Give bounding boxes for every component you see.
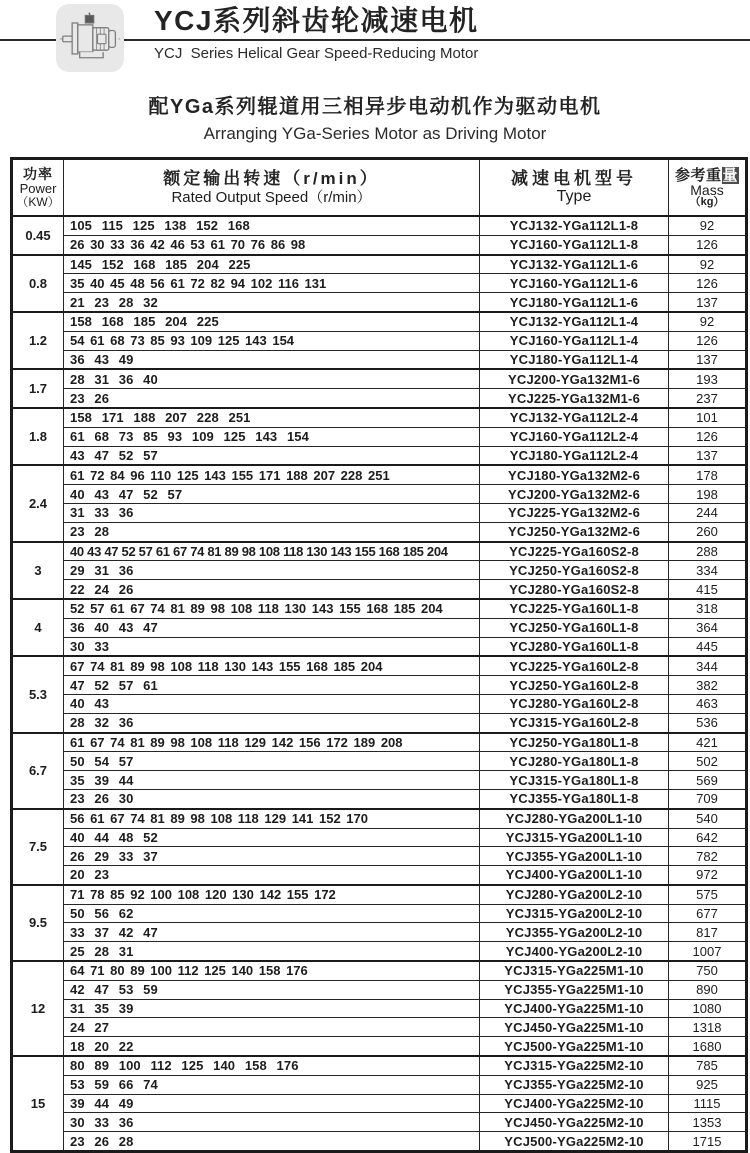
type-header-en: Type [556,188,592,205]
speed-values: 40 43 47 52 57 [64,485,480,504]
motor-type: YCJ280-YGa160S2-8 [480,580,669,599]
mass-value: 502 [669,752,747,771]
table-row [12,542,747,561]
mass-value: 972 [669,866,747,885]
motor-type: YCJ132-YGa112L2-4 [480,408,669,427]
speed-values: 28 32 36 [64,713,480,732]
table-row [12,485,747,504]
col-header-mass [669,159,747,217]
speed-values: 42 47 53 59 [64,980,480,999]
power-value: 7.5 [12,809,64,885]
table-row [12,885,747,904]
table-row [12,350,747,369]
table-row [12,656,747,675]
table-row [12,255,747,274]
mass-value: 750 [669,961,747,980]
page-title-en: YCJ Series Helical Gear Speed-Reducing Motor [154,45,479,62]
mass-value: 817 [669,923,747,942]
mass-value: 890 [669,980,747,999]
speed-values: 52 57 61 67 74 81 89 98 108 118 130 143 155 168 185 204 [64,599,480,618]
motor-type: YCJ250-YGa160L2-8 [480,676,669,695]
page-header [0,0,750,74]
speed-values: 28 31 36 40 [64,369,480,388]
table-row [12,618,747,637]
power-value: 9.5 [12,885,64,961]
motor-type: YCJ280-YGa200L2-10 [480,885,669,904]
table-row [12,847,747,866]
mass-value: 344 [669,656,747,675]
mass-value: 463 [669,694,747,713]
motor-type: YCJ280-YGa160L1-8 [480,637,669,656]
power-value: 0.45 [12,216,64,255]
power-value: 1.2 [12,312,64,369]
mass-value: 92 [669,255,747,274]
mass-value: 642 [669,828,747,847]
speed-values: 56 61 67 74 81 89 98 108 118 129 141 152 170 [64,809,480,828]
speed-values: 40 43 47 52 57 61 67 74 81 89 98 108 118 130 143 155 168 185 204 [64,542,480,561]
motor-type: YCJ315-YGa180L1-8 [480,771,669,790]
table-row [12,923,747,942]
motor-type: YCJ355-YGa200L1-10 [480,847,669,866]
table-row [12,1094,747,1113]
speed-values: 25 28 31 [64,942,480,961]
table-row [12,828,747,847]
mass-value: 137 [669,293,747,312]
gear-motor-icon [59,7,121,69]
table-row [12,274,747,293]
motor-type: YCJ180-YGa112L1-4 [480,350,669,369]
mass-value: 193 [669,369,747,388]
speed-values: 35 40 45 48 56 61 72 82 94 102 116 131 [64,274,480,293]
speed-values: 21 23 28 32 [64,293,480,312]
mass-value: 126 [669,235,747,254]
table-row [12,637,747,656]
motor-type: YCJ160-YGa112L1-6 [480,274,669,293]
motor-type: YCJ250-YGa160L1-8 [480,618,669,637]
speed-values: 26 30 33 36 42 46 53 61 70 76 86 98 [64,235,480,254]
speed-values: 43 47 52 57 [64,446,480,465]
speed-values: 23 26 [64,389,480,408]
table-row [12,999,747,1018]
motor-type: YCJ400-YGa200L2-10 [480,942,669,961]
table-row [12,980,747,999]
motor-type: YCJ200-YGa132M2-6 [480,485,669,504]
motor-type: YCJ132-YGa112L1-8 [480,216,669,235]
mass-value: 237 [669,389,747,408]
speed-values: 71 78 85 92 100 108 120 130 142 155 172 [64,885,480,904]
mass-value: 364 [669,618,747,637]
motor-type: YCJ180-YGa112L2-4 [480,446,669,465]
mass-value: 178 [669,465,747,484]
motor-type: YCJ500-YGa225M2-10 [480,1132,669,1152]
speed-values: 40 44 48 52 [64,828,480,847]
mass-value: 1007 [669,942,747,961]
table-row [12,733,747,752]
motor-type: YCJ132-YGa112L1-4 [480,312,669,331]
section-title [0,90,750,144]
col-header-speed [64,159,480,217]
motor-type: YCJ355-YGa200L2-10 [480,923,669,942]
speed-values: 35 39 44 [64,771,480,790]
power-value: 15 [12,1056,64,1151]
motor-type: YCJ250-YGa160S2-8 [480,561,669,580]
table-header-row [12,159,747,217]
speed-values: 23 28 [64,522,480,541]
table-row [12,465,747,484]
speed-header-en: Rated Output Speed（r/min） [171,189,372,206]
section-title-en: Arranging YGa-Series Motor as Driving Motor [203,124,547,143]
table-row [12,789,747,808]
type-header-zh: 减速电机型号 [511,169,637,188]
mass-value: 1318 [669,1018,747,1037]
power-value: 1.8 [12,408,64,465]
mass-header-unit: （kg） [689,195,725,208]
mass-value: 575 [669,885,747,904]
mass-value: 1680 [669,1037,747,1056]
motor-type: YCJ400-YGa200L1-10 [480,866,669,885]
mass-value: 198 [669,485,747,504]
speed-values: 40 43 [64,694,480,713]
mass-value: 709 [669,789,747,808]
mass-value: 334 [669,561,747,580]
spec-table [10,157,748,1153]
table-row [12,369,747,388]
table-row [12,1018,747,1037]
speed-values: 26 29 33 37 [64,847,480,866]
motor-type: YCJ225-YGa132M1-6 [480,389,669,408]
mass-value: 925 [669,1075,747,1094]
speed-values: 24 27 [64,1018,480,1037]
mass-value: 782 [669,847,747,866]
power-value: 12 [12,961,64,1056]
speed-values: 30 33 [64,637,480,656]
mass-header-inverted-char: 量 [722,166,739,184]
mass-value: 540 [669,809,747,828]
mass-value: 415 [669,580,747,599]
mass-value: 445 [669,637,747,656]
mass-value: 260 [669,522,747,541]
motor-type: YCJ280-YGa180L1-8 [480,752,669,771]
speed-values: 31 33 36 [64,503,480,522]
table-row [12,522,747,541]
table-row [12,312,747,331]
motor-type: YCJ450-YGa225M2-10 [480,1113,669,1132]
motor-type: YCJ400-YGa225M1-10 [480,999,669,1018]
motor-type: YCJ355-YGa180L1-8 [480,789,669,808]
motor-type: YCJ355-YGa225M2-10 [480,1075,669,1094]
speed-values: 54 61 68 73 85 93 109 125 143 154 [64,331,480,350]
mass-value: 318 [669,599,747,618]
motor-type: YCJ225-YGa160L2-8 [480,656,669,675]
power-value: 2.4 [12,465,64,541]
table-row [12,331,747,350]
motor-type: YCJ280-YGa200L1-10 [480,809,669,828]
table-row [12,503,747,522]
motor-type: YCJ180-YGa112L1-6 [480,293,669,312]
speed-values: 20 23 [64,866,480,885]
table-row [12,1132,747,1152]
speed-values: 158 171 188 207 228 251 [64,408,480,427]
col-header-type [480,159,669,217]
power-value: 1.7 [12,369,64,408]
motor-type: YCJ250-YGa180L1-8 [480,733,669,752]
mass-value: 101 [669,408,747,427]
mass-value: 1353 [669,1113,747,1132]
mass-value: 382 [669,676,747,695]
mass-value: 137 [669,350,747,369]
table-row [12,427,747,446]
section-title-zh: 配YGa系列辊道用三相异步电动机作为驱动电机 [148,96,602,118]
power-value: 0.8 [12,255,64,312]
motor-type: YCJ160-YGa112L2-4 [480,427,669,446]
motor-type: YCJ160-YGa112L1-8 [480,235,669,254]
page-title: YCJ系列斜齿轮减速电机 [154,5,479,36]
motor-type: YCJ500-YGa225M1-10 [480,1037,669,1056]
mass-value: 785 [669,1056,747,1075]
power-value: 6.7 [12,733,64,809]
motor-type: YCJ160-YGa112L1-4 [480,331,669,350]
speed-values: 158 168 185 204 225 [64,312,480,331]
speed-values: 30 33 36 [64,1113,480,1132]
motor-type: YCJ225-YGa160L1-8 [480,599,669,618]
mass-value: 92 [669,312,747,331]
logo [56,4,124,72]
table-row [12,1037,747,1056]
table-row [12,809,747,828]
table-row [12,1113,747,1132]
mass-value: 536 [669,713,747,732]
motor-type: YCJ315-YGa200L1-10 [480,828,669,847]
table-row [12,961,747,980]
speed-values: 61 72 84 96 110 125 143 155 171 188 207 228 251 [64,465,480,484]
mass-value: 569 [669,771,747,790]
speed-values: 18 20 22 [64,1037,480,1056]
speed-values: 22 24 26 [64,580,480,599]
table-row [12,561,747,580]
motor-type: YCJ355-YGa225M1-10 [480,980,669,999]
power-value: 3 [12,542,64,599]
power-header-unit: （KW） [16,195,60,209]
speed-values: 67 74 81 89 98 108 118 130 143 155 168 185 204 [64,656,480,675]
table-row [12,713,747,732]
motor-type: YCJ315-YGa225M1-10 [480,961,669,980]
table-row [12,408,747,427]
col-header-power [12,159,64,217]
table-row [12,293,747,312]
table-row [12,446,747,465]
table-row [12,942,747,961]
table-row [12,752,747,771]
motor-type: YCJ225-YGa160S2-8 [480,542,669,561]
speed-values: 36 43 49 [64,350,480,369]
speed-values: 145 152 168 185 204 225 [64,255,480,274]
power-header-en: Power [19,181,57,196]
speed-values: 33 37 42 47 [64,923,480,942]
table-row [12,771,747,790]
mass-value: 126 [669,331,747,350]
motor-type: YCJ250-YGa132M2-6 [480,522,669,541]
speed-values: 105 115 125 138 152 168 [64,216,480,235]
mass-value: 244 [669,503,747,522]
table-row [12,1075,747,1094]
mass-value: 126 [669,274,747,293]
table-row [12,580,747,599]
mass-value: 421 [669,733,747,752]
power-value: 4 [12,599,64,656]
speed-values: 47 52 57 61 [64,676,480,695]
motor-type: YCJ132-YGa112L1-6 [480,255,669,274]
mass-value: 1115 [669,1094,747,1113]
table-row [12,866,747,885]
mass-value: 288 [669,542,747,561]
speed-header-zh: 额定输出转速（r/min） [163,169,380,188]
mass-header-zh: 参考重量 [674,166,739,184]
speed-values: 36 40 43 47 [64,618,480,637]
speed-values: 50 56 62 [64,904,480,923]
table-row [12,694,747,713]
table-row [12,599,747,618]
motor-type: YCJ200-YGa132M1-6 [480,369,669,388]
mass-header-en: Mass [690,181,724,198]
speed-values: 29 31 36 [64,561,480,580]
motor-type: YCJ450-YGa225M1-10 [480,1018,669,1037]
speed-values: 61 68 73 85 93 109 125 143 154 [64,427,480,446]
table-row [12,235,747,254]
motor-type: YCJ225-YGa132M2-6 [480,503,669,522]
table-row [12,389,747,408]
speed-values: 23 26 28 [64,1132,480,1152]
motor-type: YCJ315-YGa200L2-10 [480,904,669,923]
speed-values: 80 89 100 112 125 140 158 176 [64,1056,480,1075]
power-value: 5.3 [12,656,64,732]
mass-value: 1715 [669,1132,747,1152]
motor-type: YCJ315-YGa160L2-8 [480,713,669,732]
mass-value: 137 [669,446,747,465]
speed-values: 23 26 30 [64,789,480,808]
table-row [12,676,747,695]
table-row [12,1056,747,1075]
speed-values: 53 59 66 74 [64,1075,480,1094]
motor-type: YCJ280-YGa160L2-8 [480,694,669,713]
motor-type: YCJ315-YGa225M2-10 [480,1056,669,1075]
motor-type: YCJ400-YGa225M2-10 [480,1094,669,1113]
speed-values: 39 44 49 [64,1094,480,1113]
speed-values: 64 71 80 89 100 112 125 140 158 176 [64,961,480,980]
mass-value: 126 [669,427,747,446]
motor-type: YCJ180-YGa132M2-6 [480,465,669,484]
speed-values: 31 35 39 [64,999,480,1018]
speed-values: 61 67 74 81 89 98 108 118 129 142 156 172 189 208 [64,733,480,752]
mass-value: 677 [669,904,747,923]
table-row [12,904,747,923]
mass-value: 92 [669,216,747,235]
mass-value: 1080 [669,999,747,1018]
table-row [12,216,747,235]
speed-values: 50 54 57 [64,752,480,771]
power-header-zh: 功率 [23,166,53,182]
